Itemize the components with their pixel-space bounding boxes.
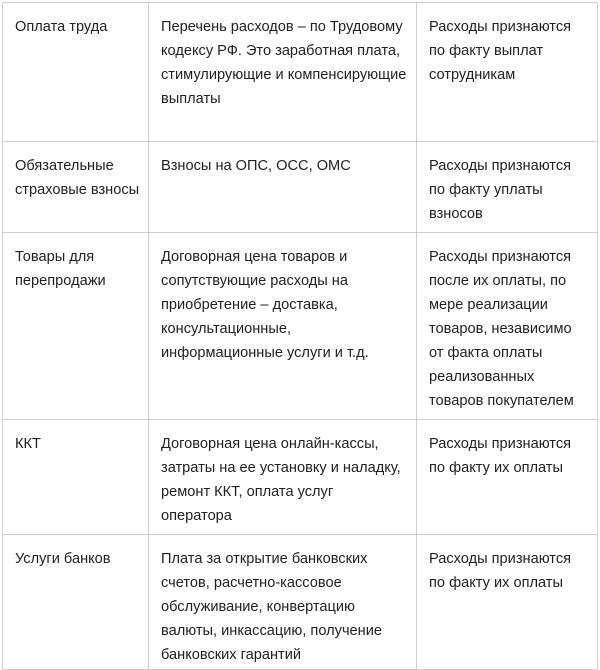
- category-cell: Обязательные страховые взносы: [3, 142, 149, 233]
- expenses-cell: Договорная цена товаров и сопутствующие расходы на приобретение – доставка, консультационные, информационные услуги и т.д.: [149, 233, 417, 420]
- recognition-cell: Расходы признаются по факту уплаты взносов: [417, 142, 598, 233]
- table-row: [3, 3, 598, 142]
- category-cell: Товары для перепродажи: [3, 233, 149, 420]
- recognition-cell: Расходы признаются по факту выплат сотрудникам: [417, 3, 598, 142]
- table-row: [3, 142, 598, 233]
- expenses-table: [2, 2, 598, 670]
- category-cell: Услуги банков: [3, 535, 149, 670]
- recognition-cell: Расходы признаются после их оплаты, по мере реализации товаров, независимо от факта оплаты реализованных товаров покупателем: [417, 233, 598, 420]
- expenses-cell: Плата за открытие банковских счетов, расчетно-кассовое обслуживание, конвертацию валюты, инкассацию, получение банковских гарантий: [149, 535, 417, 670]
- category-cell: Оплата труда: [3, 3, 149, 142]
- category-cell: ККТ: [3, 420, 149, 535]
- expenses-cell: Договорная цена онлайн-кассы, затраты на ее установку и наладку, ремонт ККТ, оплата услуг оператора: [149, 420, 417, 535]
- table-row: [3, 420, 598, 535]
- expenses-cell: Взносы на ОПС, ОСС, ОМС: [149, 142, 417, 233]
- recognition-cell: Расходы признаются по факту их оплаты: [417, 420, 598, 535]
- recognition-cell: Расходы признаются по факту их оплаты: [417, 535, 598, 670]
- table-row: [3, 233, 598, 420]
- table-row: [3, 535, 598, 670]
- expenses-cell: Перечень расходов – по Трудовому кодексу РФ. Это заработная плата, стимулирующие и компенсирующие выплаты: [149, 3, 417, 142]
